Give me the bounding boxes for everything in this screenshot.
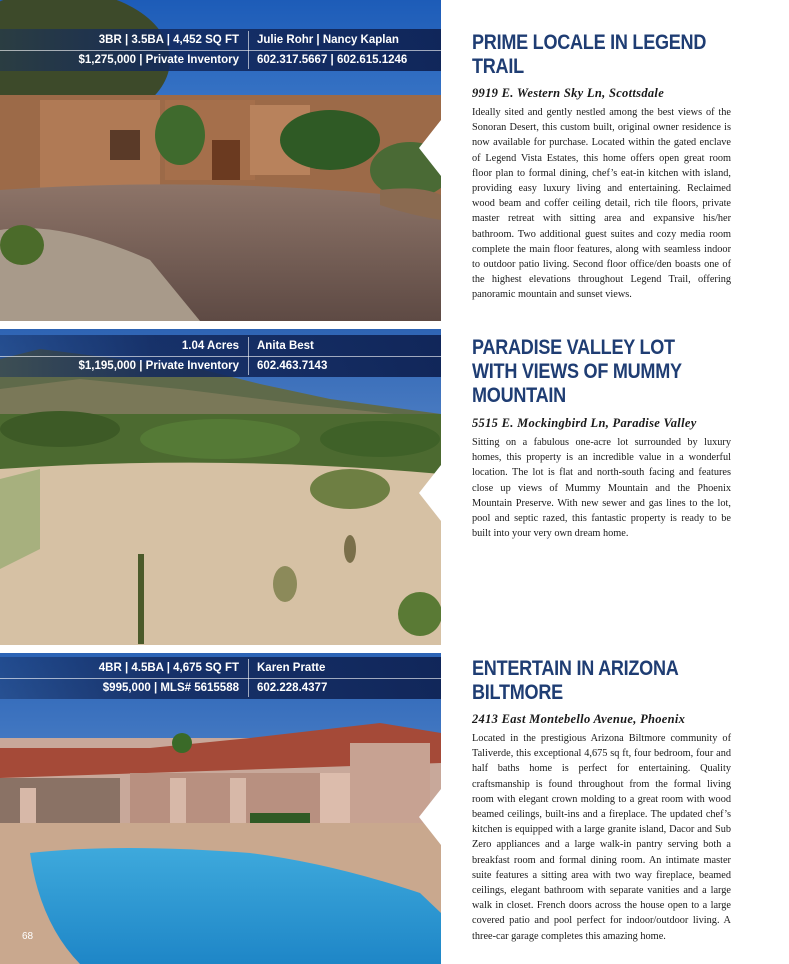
listing-text [472, 657, 731, 944]
listing-headline: PRIME LOCALE IN LEGEND TRAIL [472, 31, 707, 78]
agent-phones: 602.317.5667 | 602.615.1246 [257, 54, 408, 66]
listing-info-band [0, 29, 441, 71]
page-number: 68 [22, 931, 34, 942]
listing-address: 9919 E. Western Sky Ln, Scottsdale [472, 86, 665, 100]
agent-names: Karen Pratte [257, 662, 326, 674]
photo-notch [419, 789, 441, 845]
agent-names: Anita Best [257, 340, 314, 352]
agent-phones: 602.228.4377 [257, 682, 328, 694]
listing-info-band [0, 657, 441, 699]
listing-text [472, 336, 731, 541]
listing-paradise-valley [0, 329, 789, 646]
listing-headline: PARADISE VALLEY LOT WITH VIEWS OF MUMMY MOUNTAIN [472, 336, 682, 407]
listing-text [472, 31, 731, 303]
listing-description: Ideally sited and gently nestled among the best views of the Sonoran Desert, this custom built, original owner residence is now available for purchase. Located within the gated enclave of Legend Vista Estates, this home offers open great room floor plan to formal dining, chef’s eat-in kitchen with island, providing easy luxury living and entertaining. Reclaimed wood beam and coffer ceiling detail, rich tile floors, private master retreat with sitting area and expansive his/her bathroom. Two additional guest suites and cozy media room complete the main floor features, along with seamless indoor to outdoor patio living. Second floor office/den boasts one of the highest elevations throughout Legend Trail, offering panoramic mountain and sunset views. [472, 107, 731, 301]
specs-text: 4BR | 4.5BA | 4,675 SQ FT [98, 662, 239, 674]
band-row-specs [0, 337, 441, 357]
band-row-specs [0, 31, 441, 51]
band-row-specs [0, 659, 441, 679]
specs-text: 3BR | 3.5BA | 4,452 SQ FT [98, 34, 239, 46]
house-photo-arizona-biltmore [0, 653, 441, 964]
specs-text: 1.04 Acres [181, 340, 239, 352]
listing-description: Sitting on a fabulous one-acre lot surrounded by luxury homes, this property is an incredible value in a wonderful location. The lot is flat and north-south facing and features close up views of Mummy Mountain and the Phoenix Mountain Preserve. With new sewer and gas lines to the lot, pool and septic razed, this fantastic property is ready to be built into your very own dream home. [472, 437, 731, 540]
band-row-price [0, 679, 441, 698]
listing-info-band [0, 335, 441, 377]
listing-arizona-biltmore [0, 653, 789, 964]
band-row-price [0, 357, 441, 376]
listing-legend-trail [0, 0, 789, 322]
price-text: $995,000 | MLS# 5615588 [102, 682, 239, 694]
listing-description: Located in the prestigious Arizona Biltmore community of Taliverde, this exceptional 4,675 sq ft, four bedroom, four and half baths home is perfect for entertaining. Quality craftsmanship is found throughout from the formal living room with elegant crown molding to a great room with wood beamed ceilings, built-ins and a fireplace. The updated chef’s kitchen is equipped with a large granite island, Dacor and Sub Zero appliances and a large walk-in pantry serving both a breakfast room and formal dining room. An intimate master suite features a sitting area with two way fireplace, beamed ceilings, elegant bathroom with separate vanities and a large walk in closet. French doors across the house open to a large covered patio and pool perfect for indoor/outdoor living. A three-car garage completes this amazing home. [472, 733, 731, 942]
listing-headline: ENTERTAIN IN ARIZONA BILTMORE [472, 657, 678, 704]
agent-phones: 602.463.7143 [257, 360, 328, 372]
photo-notch [419, 120, 441, 176]
listing-address: 2413 East Montebello Avenue, Phoenix [472, 712, 686, 726]
price-text: $1,195,000 | Private Inventory [78, 360, 239, 372]
listing-address: 5515 E. Mockingbird Ln, Paradise Valley [472, 416, 697, 430]
band-row-price [0, 51, 441, 70]
price-text: $1,275,000 | Private Inventory [78, 54, 239, 66]
agent-names: Julie Rohr | Nancy Kaplan [257, 34, 399, 46]
photo-notch [419, 465, 441, 521]
